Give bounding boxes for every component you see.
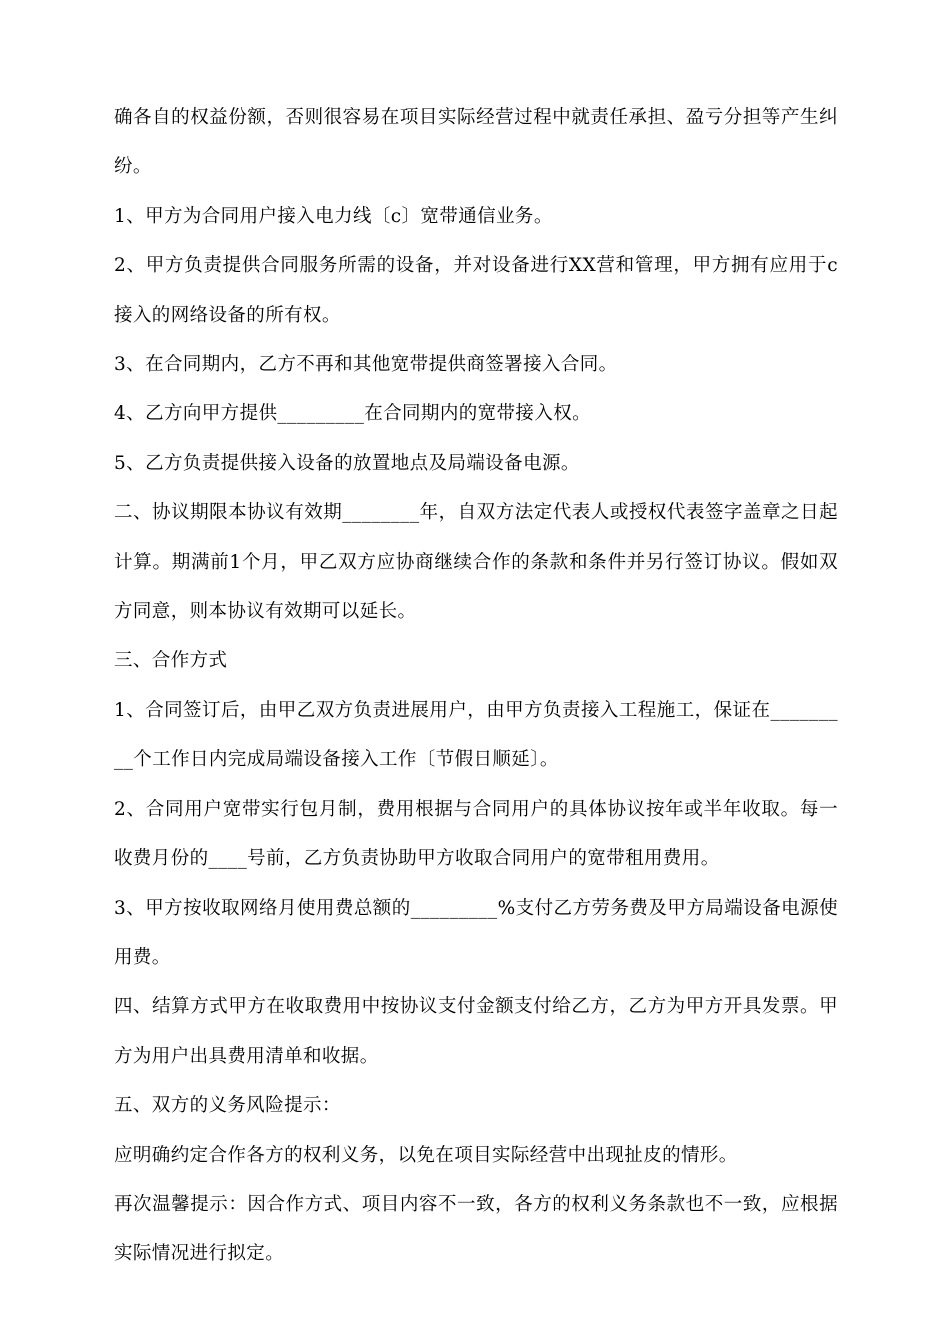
paragraph-clause-1-3: 3、在合同期内，乙方不再和其他宽带提供商签署接入合同。 — [114, 354, 618, 376]
heading-section-5: 五、双方的义务风险提示： — [114, 1095, 341, 1117]
document-body — [114, 93, 838, 1279]
paragraph-section-2-term: 二、协议期限本协议有效期________年，自双方法定代表人或授权代表签字盖章之日起计算。期满前1个月，甲乙双方应协商继续合作的条款和条件并另行签订协议。假如双方同意，则本协议有效期可以延长。 — [114, 502, 838, 623]
paragraph-clause-3-1: 1、合同签订后，由甲乙双方负责进展用户，由甲方负责接入工程施工，保证在_________个工作日内完成局端设备接入工作〔节假日顺延〕。 — [114, 699, 838, 771]
paragraph-rights-disputes: 确各自的权益份额，否则很容易在项目实际经营过程中就责任承担、盈亏分担等产生纠纷。 — [114, 107, 838, 178]
paragraph-clause-1-2: 2、甲方负责提供合同服务所需的设备，并对设备进行XX营和管理，甲方拥有应用于c接入的网络设备的所有权。 — [114, 255, 838, 326]
paragraph-clause-1-5: 5、乙方负责提供接入设备的放置地点及局端设备电源。 — [114, 452, 580, 474]
paragraph-clause-3-2: 2、合同用户宽带实行包月制，费用根据与合同用户的具体协议按年或半年收取。每一收费月份的____号前，乙方负责协助甲方收取合同用户的宽带租用费用。 — [114, 798, 838, 870]
heading-section-3: 三、合作方式 — [114, 650, 228, 672]
paragraph-clause-1-1: 1、甲方为合同用户接入电力线〔c〕宽带通信业务。 — [114, 205, 553, 227]
paragraph-final-reminder: 再次温馨提示：因合作方式、项目内容不一致，各方的权利义务条款也不一致，应根据实际情况进行拟定。 — [114, 1193, 838, 1265]
paragraph-obligations-note: 应明确约定合作各方的权利义务，以免在项目实际经营中出现扯皮的情形。 — [114, 1144, 738, 1166]
paragraph-section-4-settlement: 四、结算方式甲方在收取费用中按协议支付金额支付给乙方，乙方为甲方开具发票。甲方为用户出具费用清单和收据。 — [114, 996, 838, 1067]
paragraph-clause-3-3: 3、甲方按收取网络月使用费总额的_________%支付乙方劳务费及甲方局端设备电源使用费。 — [114, 897, 838, 968]
paragraph-clause-1-4: 4、乙方向甲方提供_________在合同期内的宽带接入权。 — [114, 403, 592, 425]
